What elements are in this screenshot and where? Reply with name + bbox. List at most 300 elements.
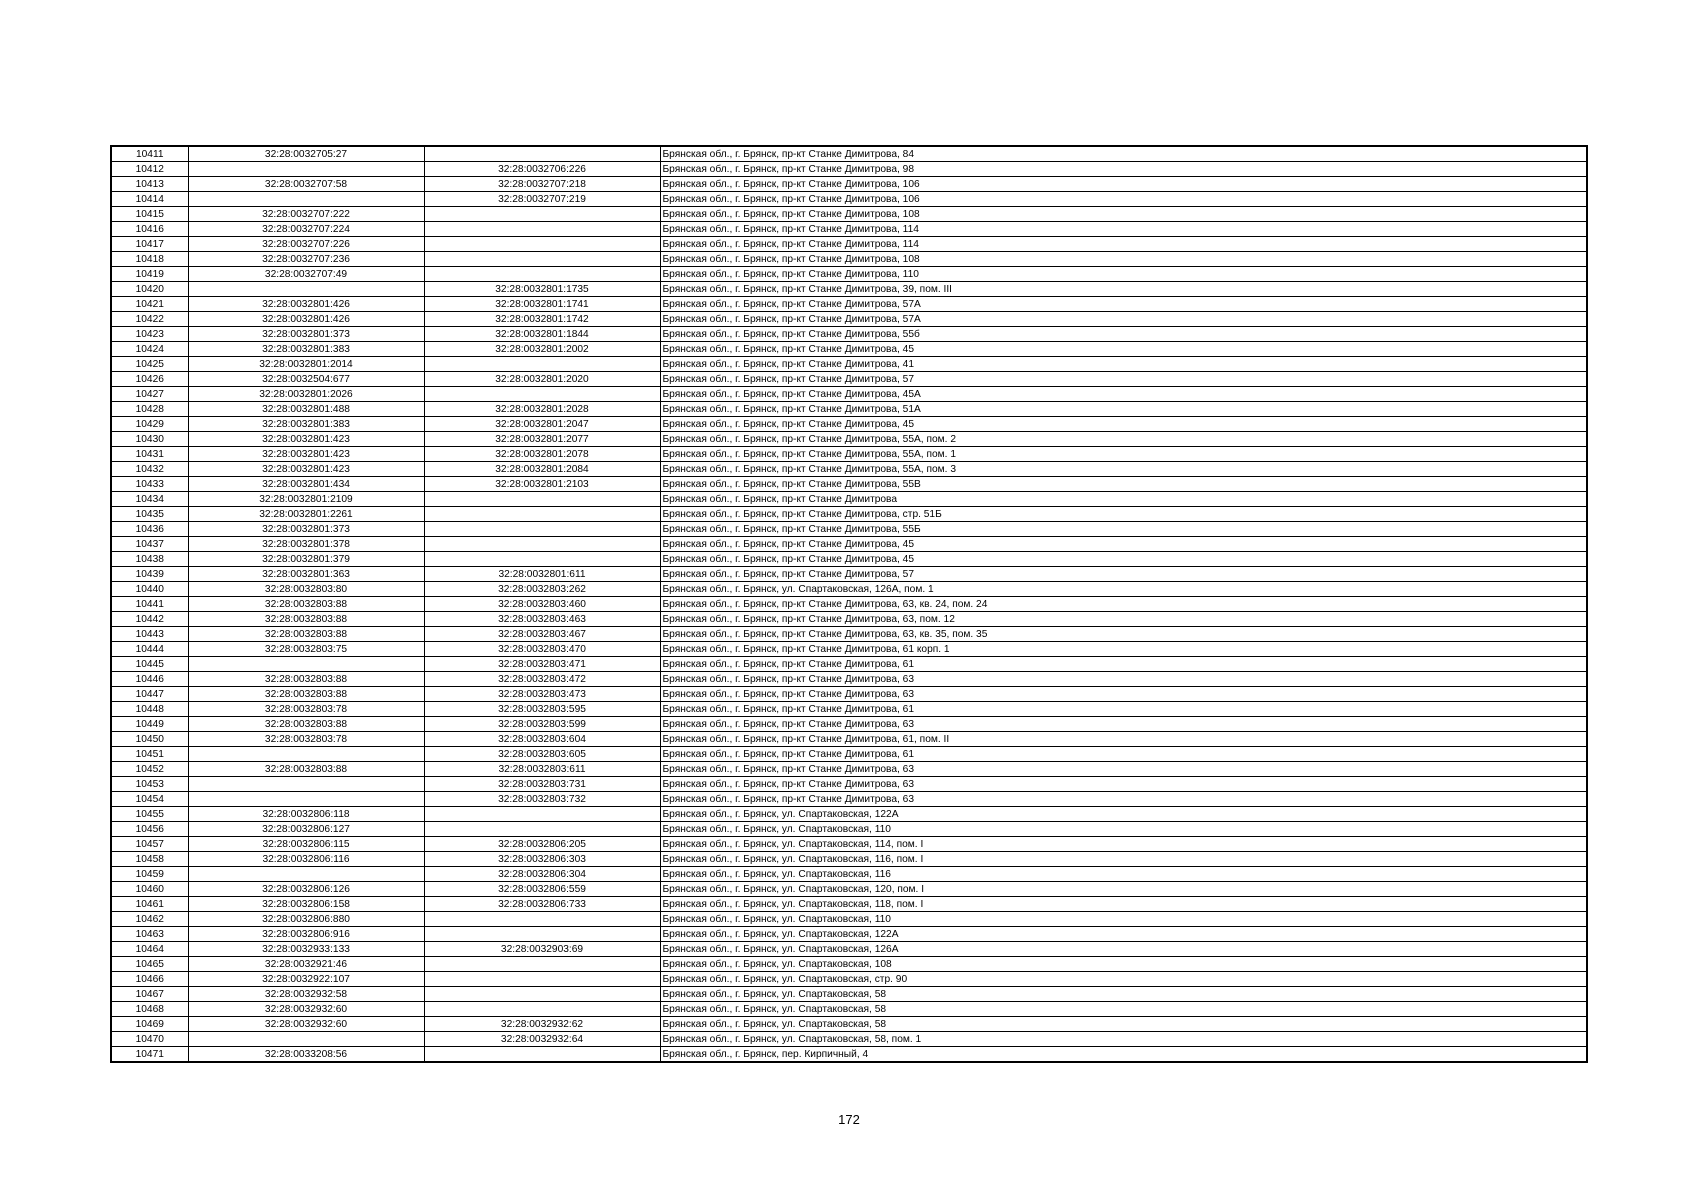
cadastral-number-cell: 32:28:0032803:88 [188,612,424,627]
row-number-cell: 10468 [111,1002,188,1017]
cadastral-number-cell: 32:28:0032801:423 [188,447,424,462]
table-row [111,642,1587,657]
cadastral-number-cell: 32:28:0032801:2014 [188,357,424,372]
cadastral-number-cell [188,282,424,297]
address-cell: Брянская обл., г. Брянск, ул. Спартаковская, 116 [660,867,1587,882]
building-cadastral-number-cell: 32:28:0032801:2047 [424,417,660,432]
row-number-cell: 10457 [111,837,188,852]
row-number-cell: 10418 [111,252,188,267]
building-cadastral-number-cell: 32:28:0032806:559 [424,882,660,897]
table-row [111,957,1587,972]
table-row [111,507,1587,522]
table-row [111,146,1587,162]
cadastral-number-cell: 32:28:0032806:116 [188,852,424,867]
address-cell: Брянская обл., г. Брянск, пр-кт Станке Димитрова, 114 [660,237,1587,252]
row-number-cell: 10414 [111,192,188,207]
row-number-cell: 10419 [111,267,188,282]
table-row [111,807,1587,822]
address-cell: Брянская обл., г. Брянск, ул. Спартаковская, 110 [660,912,1587,927]
row-number-cell: 10420 [111,282,188,297]
address-cell: Брянская обл., г. Брянск, ул. Спартаковская, 110 [660,822,1587,837]
table-row [111,702,1587,717]
address-cell: Брянская обл., г. Брянск, пр-кт Станке Димитрова, 63 [660,792,1587,807]
table-row [111,552,1587,567]
cadastral-number-cell: 32:28:0032801:2261 [188,507,424,522]
address-cell: Брянская обл., г. Брянск, пр-кт Станке Димитрова, 63 [660,672,1587,687]
row-number-cell: 10450 [111,732,188,747]
table-row [111,267,1587,282]
table-row [111,492,1587,507]
address-cell: Брянская обл., г. Брянск, ул. Спартаковская, 122А [660,927,1587,942]
cadastral-number-cell: 32:28:0032801:434 [188,477,424,492]
building-cadastral-number-cell: 32:28:0032806:303 [424,852,660,867]
address-cell: Брянская обл., г. Брянск, ул. Спартаковская, 58 [660,1017,1587,1032]
building-cadastral-number-cell [424,1002,660,1017]
cadastral-number-cell: 32:28:0032801:423 [188,432,424,447]
row-number-cell: 10428 [111,402,188,417]
cadastral-number-cell: 32:28:0032707:49 [188,267,424,282]
address-cell: Брянская обл., г. Брянск, пр-кт Станке Димитрова, 63, пом. 12 [660,612,1587,627]
cadastral-number-cell: 32:28:0032922:107 [188,972,424,987]
address-cell: Брянская обл., г. Брянск, пр-кт Станке Димитрова, 61 [660,702,1587,717]
row-number-cell: 10459 [111,867,188,882]
address-cell: Брянская обл., г. Брянск, пр-кт Станке Димитрова, 61, пом. II [660,732,1587,747]
table-row [111,687,1587,702]
cadastral-number-cell: 32:28:0032707:226 [188,237,424,252]
address-cell: Брянская обл., г. Брянск, пр-кт Станке Димитрова, 55Б [660,522,1587,537]
table-row [111,672,1587,687]
cadastral-number-cell: 32:28:0032801:373 [188,522,424,537]
table-row [111,537,1587,552]
cadastral-number-cell [188,792,424,807]
table-row [111,822,1587,837]
row-number-cell: 10471 [111,1047,188,1063]
building-cadastral-number-cell: 32:28:0032801:2077 [424,432,660,447]
cadastral-number-cell: 32:28:0032801:383 [188,342,424,357]
row-number-cell: 10432 [111,462,188,477]
row-number-cell: 10466 [111,972,188,987]
address-cell: Брянская обл., г. Брянск, пр-кт Станке Димитрова, 55А, пом. 3 [660,462,1587,477]
cadastral-number-cell: 32:28:0032806:115 [188,837,424,852]
cadastral-number-cell: 32:28:0032921:46 [188,957,424,972]
cadastral-number-cell: 32:28:0032801:383 [188,417,424,432]
table-row [111,867,1587,882]
building-cadastral-number-cell: 32:28:0032801:2103 [424,477,660,492]
row-number-cell: 10422 [111,312,188,327]
table-row [111,792,1587,807]
row-number-cell: 10467 [111,987,188,1002]
address-cell: Брянская обл., г. Брянск, пр-кт Станке Димитрова, 55б [660,327,1587,342]
address-cell: Брянская обл., г. Брянск, ул. Спартаковская, 126А [660,942,1587,957]
registry-table [110,145,1588,1063]
table-row [111,747,1587,762]
building-cadastral-number-cell: 32:28:0032801:2084 [424,462,660,477]
cadastral-number-cell [188,867,424,882]
table-row [111,177,1587,192]
cadastral-number-cell: 32:28:0032933:133 [188,942,424,957]
cadastral-number-cell: 32:28:0032803:78 [188,732,424,747]
address-cell: Брянская обл., г. Брянск, пр-кт Станке Димитрова, 41 [660,357,1587,372]
cadastral-number-cell: 32:28:0032803:75 [188,642,424,657]
table-row [111,777,1587,792]
row-number-cell: 10413 [111,177,188,192]
building-cadastral-number-cell [424,507,660,522]
address-cell: Брянская обл., г. Брянск, ул. Спартаковская, стр. 90 [660,972,1587,987]
table-row [111,327,1587,342]
row-number-cell: 10455 [111,807,188,822]
table-row [111,942,1587,957]
row-number-cell: 10444 [111,642,188,657]
address-cell: Брянская обл., г. Брянск, пр-кт Станке Димитрова, стр. 51Б [660,507,1587,522]
address-cell: Брянская обл., г. Брянск, пр-кт Станке Димитрова, 61 корп. 1 [660,642,1587,657]
address-cell: Брянская обл., г. Брянск, пр-кт Станке Димитрова, 45 [660,417,1587,432]
row-number-cell: 10436 [111,522,188,537]
row-number-cell: 10433 [111,477,188,492]
row-number-cell: 10446 [111,672,188,687]
address-cell: Брянская обл., г. Брянск, пр-кт Станке Димитрова, 98 [660,162,1587,177]
table-row [111,282,1587,297]
address-cell: Брянская обл., г. Брянск, пр-кт Станке Димитрова, 39, пом. III [660,282,1587,297]
cadastral-number-cell: 32:28:0032801:488 [188,402,424,417]
cadastral-number-cell [188,192,424,207]
page-number: 172 [838,1112,860,1127]
building-cadastral-number-cell: 32:28:0032803:460 [424,597,660,612]
address-cell: Брянская обл., г. Брянск, пр-кт Станке Димитрова, 57 [660,372,1587,387]
cadastral-number-cell: 32:28:0032803:88 [188,687,424,702]
cadastral-number-cell: 32:28:0032932:60 [188,1002,424,1017]
building-cadastral-number-cell: 32:28:0032801:1741 [424,297,660,312]
address-cell: Брянская обл., г. Брянск, пр-кт Станке Димитрова, 114 [660,222,1587,237]
table-row [111,402,1587,417]
cadastral-number-cell: 32:28:0032801:2109 [188,492,424,507]
cadastral-number-cell: 32:28:0032801:2026 [188,387,424,402]
row-number-cell: 10458 [111,852,188,867]
building-cadastral-number-cell: 32:28:0032803:463 [424,612,660,627]
table-row [111,612,1587,627]
address-cell: Брянская обл., г. Брянск, ул. Спартаковская, 58 [660,1002,1587,1017]
address-cell: Брянская обл., г. Брянск, пр-кт Станке Димитрова, 55А, пом. 1 [660,447,1587,462]
row-number-cell: 10454 [111,792,188,807]
address-cell: Брянская обл., г. Брянск, пр-кт Станке Димитрова, 61 [660,657,1587,672]
table-row [111,432,1587,447]
building-cadastral-number-cell: 32:28:0032707:219 [424,192,660,207]
row-number-cell: 10465 [111,957,188,972]
cadastral-number-cell: 32:28:0032932:58 [188,987,424,1002]
row-number-cell: 10448 [111,702,188,717]
row-number-cell: 10452 [111,762,188,777]
building-cadastral-number-cell [424,387,660,402]
address-cell: Брянская обл., г. Брянск, пр-кт Станке Димитрова, 45А [660,387,1587,402]
table-row [111,732,1587,747]
cadastral-number-cell [188,1032,424,1047]
building-cadastral-number-cell [424,972,660,987]
table-row [111,627,1587,642]
row-number-cell: 10435 [111,507,188,522]
address-cell: Брянская обл., г. Брянск, пр-кт Станке Димитрова, 55В [660,477,1587,492]
building-cadastral-number-cell [424,987,660,1002]
cadastral-number-cell: 32:28:0032707:222 [188,207,424,222]
building-cadastral-number-cell [424,492,660,507]
table-row [111,192,1587,207]
address-cell: Брянская обл., г. Брянск, пр-кт Станке Димитрова, 57 [660,567,1587,582]
table-row [111,897,1587,912]
building-cadastral-number-cell [424,822,660,837]
table-row [111,1032,1587,1047]
cadastral-number-cell: 32:28:0032504:677 [188,372,424,387]
cadastral-number-cell: 32:28:0032806:916 [188,927,424,942]
address-cell: Брянская обл., г. Брянск, пр-кт Станке Димитрова, 108 [660,207,1587,222]
building-cadastral-number-cell: 32:28:0032803:611 [424,762,660,777]
building-cadastral-number-cell: 32:28:0032801:2020 [424,372,660,387]
building-cadastral-number-cell [424,552,660,567]
building-cadastral-number-cell: 32:28:0032806:733 [424,897,660,912]
cadastral-number-cell: 32:28:0032806:158 [188,897,424,912]
row-number-cell: 10427 [111,387,188,402]
cadastral-number-cell: 32:28:0032705:27 [188,146,424,162]
row-number-cell: 10456 [111,822,188,837]
address-cell: Брянская обл., г. Брянск, пр-кт Станке Димитрова, 55А, пом. 2 [660,432,1587,447]
building-cadastral-number-cell [424,522,660,537]
building-cadastral-number-cell: 32:28:0032803:471 [424,657,660,672]
table-row [111,387,1587,402]
table-row [111,717,1587,732]
cadastral-number-cell: 32:28:0033208:56 [188,1047,424,1063]
table-row [111,462,1587,477]
address-cell: Брянская обл., г. Брянск, пр-кт Станке Димитрова, 45 [660,552,1587,567]
row-number-cell: 10430 [111,432,188,447]
address-cell: Брянская обл., г. Брянск, ул. Спартаковская, 126А, пом. 1 [660,582,1587,597]
cadastral-number-cell [188,657,424,672]
building-cadastral-number-cell [424,537,660,552]
building-cadastral-number-cell: 32:28:0032803:604 [424,732,660,747]
table-row [111,852,1587,867]
cadastral-number-cell [188,162,424,177]
building-cadastral-number-cell: 32:28:0032803:595 [424,702,660,717]
building-cadastral-number-cell [424,222,660,237]
cadastral-number-cell: 32:28:0032707:58 [188,177,424,192]
building-cadastral-number-cell: 32:28:0032801:2028 [424,402,660,417]
table-row [111,567,1587,582]
building-cadastral-number-cell: 32:28:0032706:226 [424,162,660,177]
building-cadastral-number-cell: 32:28:0032803:732 [424,792,660,807]
row-number-cell: 10449 [111,717,188,732]
building-cadastral-number-cell: 32:28:0032903:69 [424,942,660,957]
building-cadastral-number-cell: 32:28:0032806:304 [424,867,660,882]
table-row [111,657,1587,672]
address-cell: Брянская обл., г. Брянск, пр-кт Станке Димитрова, 84 [660,146,1587,162]
row-number-cell: 10440 [111,582,188,597]
address-cell: Брянская обл., г. Брянск, ул. Спартаковская, 116, пом. I [660,852,1587,867]
table-row [111,162,1587,177]
table-row [111,222,1587,237]
building-cadastral-number-cell: 32:28:0032801:1742 [424,312,660,327]
row-number-cell: 10462 [111,912,188,927]
table-row [111,237,1587,252]
building-cadastral-number-cell: 32:28:0032801:1735 [424,282,660,297]
cadastral-number-cell: 32:28:0032803:80 [188,582,424,597]
row-number-cell: 10470 [111,1032,188,1047]
row-number-cell: 10453 [111,777,188,792]
address-cell: Брянская обл., г. Брянск, пр-кт Станке Димитрова [660,492,1587,507]
cadastral-number-cell: 32:28:0032803:78 [188,702,424,717]
cadastral-number-cell: 32:28:0032801:426 [188,312,424,327]
row-number-cell: 10442 [111,612,188,627]
row-number-cell: 10424 [111,342,188,357]
address-cell: Брянская обл., г. Брянск, пр-кт Станке Димитрова, 110 [660,267,1587,282]
row-number-cell: 10421 [111,297,188,312]
address-cell: Брянская обл., г. Брянск, пр-кт Станке Димитрова, 63, кв. 24, пом. 24 [660,597,1587,612]
table-row [111,1047,1587,1063]
row-number-cell: 10412 [111,162,188,177]
cadastral-number-cell [188,777,424,792]
address-cell: Брянская обл., г. Брянск, пр-кт Станке Димитрова, 51А [660,402,1587,417]
row-number-cell: 10434 [111,492,188,507]
row-number-cell: 10415 [111,207,188,222]
building-cadastral-number-cell: 32:28:0032803:470 [424,642,660,657]
address-cell: Брянская обл., г. Брянск, пр-кт Станке Димитрова, 45 [660,342,1587,357]
address-cell: Брянская обл., г. Брянск, пр-кт Станке Димитрова, 63, кв. 35, пом. 35 [660,627,1587,642]
cadastral-number-cell: 32:28:0032806:880 [188,912,424,927]
table-row [111,882,1587,897]
address-cell: Брянская обл., г. Брянск, пр-кт Станке Димитрова, 57А [660,312,1587,327]
table-row [111,1017,1587,1032]
table-row [111,207,1587,222]
cadastral-number-cell: 32:28:0032801:423 [188,462,424,477]
address-cell: Брянская обл., г. Брянск, пр-кт Станке Димитрова, 63 [660,762,1587,777]
row-number-cell: 10447 [111,687,188,702]
cadastral-number-cell [188,747,424,762]
table-row [111,927,1587,942]
building-cadastral-number-cell [424,927,660,942]
cadastral-number-cell: 32:28:0032803:88 [188,717,424,732]
address-cell: Брянская обл., г. Брянск, ул. Спартаковская, 122А [660,807,1587,822]
row-number-cell: 10417 [111,237,188,252]
cadastral-number-cell: 32:28:0032803:88 [188,762,424,777]
cadastral-number-cell: 32:28:0032801:363 [188,567,424,582]
building-cadastral-number-cell: 32:28:0032707:218 [424,177,660,192]
table-row [111,837,1587,852]
cadastral-number-cell: 32:28:0032803:88 [188,597,424,612]
row-number-cell: 10439 [111,567,188,582]
table-row [111,357,1587,372]
table-row [111,582,1587,597]
table-row [111,252,1587,267]
registry-table-body [111,146,1587,1062]
row-number-cell: 10416 [111,222,188,237]
table-row [111,477,1587,492]
address-cell: Брянская обл., г. Брянск, пр-кт Станке Димитрова, 106 [660,177,1587,192]
row-number-cell: 10438 [111,552,188,567]
building-cadastral-number-cell [424,146,660,162]
cadastral-number-cell: 32:28:0032932:60 [188,1017,424,1032]
building-cadastral-number-cell: 32:28:0032803:731 [424,777,660,792]
building-cadastral-number-cell [424,957,660,972]
building-cadastral-number-cell: 32:28:0032932:62 [424,1017,660,1032]
row-number-cell: 10460 [111,882,188,897]
address-cell: Брянская обл., г. Брянск, ул. Спартаковская, 108 [660,957,1587,972]
address-cell: Брянская обл., г. Брянск, пр-кт Станке Димитрова, 57А [660,297,1587,312]
row-number-cell: 10411 [111,146,188,162]
building-cadastral-number-cell [424,807,660,822]
table-row [111,972,1587,987]
table-row [111,912,1587,927]
cadastral-number-cell: 32:28:0032806:126 [188,882,424,897]
building-cadastral-number-cell [424,252,660,267]
cadastral-number-cell: 32:28:0032707:236 [188,252,424,267]
row-number-cell: 10425 [111,357,188,372]
address-cell: Брянская обл., г. Брянск, ул. Спартаковская, 118, пом. I [660,897,1587,912]
cadastral-number-cell: 32:28:0032801:378 [188,537,424,552]
building-cadastral-number-cell [424,1047,660,1063]
building-cadastral-number-cell: 32:28:0032932:64 [424,1032,660,1047]
building-cadastral-number-cell: 32:28:0032801:611 [424,567,660,582]
address-cell: Брянская обл., г. Брянск, ул. Спартаковская, 114, пом. I [660,837,1587,852]
table-row [111,417,1587,432]
row-number-cell: 10431 [111,447,188,462]
address-cell: Брянская обл., г. Брянск, пр-кт Станке Димитрова, 108 [660,252,1587,267]
table-row [111,522,1587,537]
row-number-cell: 10437 [111,537,188,552]
cadastral-number-cell: 32:28:0032801:379 [188,552,424,567]
address-cell: Брянская обл., г. Брянск, пр-кт Станке Димитрова, 106 [660,192,1587,207]
building-cadastral-number-cell [424,207,660,222]
building-cadastral-number-cell: 32:28:0032806:205 [424,837,660,852]
building-cadastral-number-cell: 32:28:0032803:472 [424,672,660,687]
table-row [111,987,1587,1002]
address-cell: Брянская обл., г. Брянск, пр-кт Станке Димитрова, 63 [660,777,1587,792]
building-cadastral-number-cell: 32:28:0032801:2002 [424,342,660,357]
cadastral-number-cell: 32:28:0032803:88 [188,627,424,642]
cadastral-number-cell: 32:28:0032801:426 [188,297,424,312]
building-cadastral-number-cell: 32:28:0032803:599 [424,717,660,732]
row-number-cell: 10443 [111,627,188,642]
building-cadastral-number-cell: 32:28:0032803:467 [424,627,660,642]
row-number-cell: 10423 [111,327,188,342]
building-cadastral-number-cell: 32:28:0032801:1844 [424,327,660,342]
building-cadastral-number-cell [424,357,660,372]
table-row [111,597,1587,612]
row-number-cell: 10445 [111,657,188,672]
address-cell: Брянская обл., г. Брянск, пр-кт Станке Димитрова, 63 [660,717,1587,732]
table-row [111,372,1587,387]
cadastral-number-cell: 32:28:0032803:88 [188,672,424,687]
table-row [111,312,1587,327]
building-cadastral-number-cell: 32:28:0032803:605 [424,747,660,762]
address-cell: Брянская обл., г. Брянск, пер. Кирпичный, 4 [660,1047,1587,1063]
row-number-cell: 10426 [111,372,188,387]
cadastral-number-cell: 32:28:0032806:127 [188,822,424,837]
row-number-cell: 10469 [111,1017,188,1032]
building-cadastral-number-cell [424,267,660,282]
address-cell: Брянская обл., г. Брянск, пр-кт Станке Димитрова, 61 [660,747,1587,762]
table-row [111,1002,1587,1017]
cadastral-number-cell: 32:28:0032801:373 [188,327,424,342]
cadastral-number-cell: 32:28:0032806:118 [188,807,424,822]
table-row [111,297,1587,312]
address-cell: Брянская обл., г. Брянск, ул. Спартаковская, 58, пом. 1 [660,1032,1587,1047]
building-cadastral-number-cell: 32:28:0032803:262 [424,582,660,597]
address-cell: Брянская обл., г. Брянск, пр-кт Станке Димитрова, 63 [660,687,1587,702]
building-cadastral-number-cell [424,237,660,252]
row-number-cell: 10441 [111,597,188,612]
table-row [111,762,1587,777]
building-cadastral-number-cell: 32:28:0032801:2078 [424,447,660,462]
row-number-cell: 10429 [111,417,188,432]
building-cadastral-number-cell: 32:28:0032803:473 [424,687,660,702]
cadastral-number-cell: 32:28:0032707:224 [188,222,424,237]
address-cell: Брянская обл., г. Брянск, ул. Спартаковская, 58 [660,987,1587,1002]
table-row [111,447,1587,462]
